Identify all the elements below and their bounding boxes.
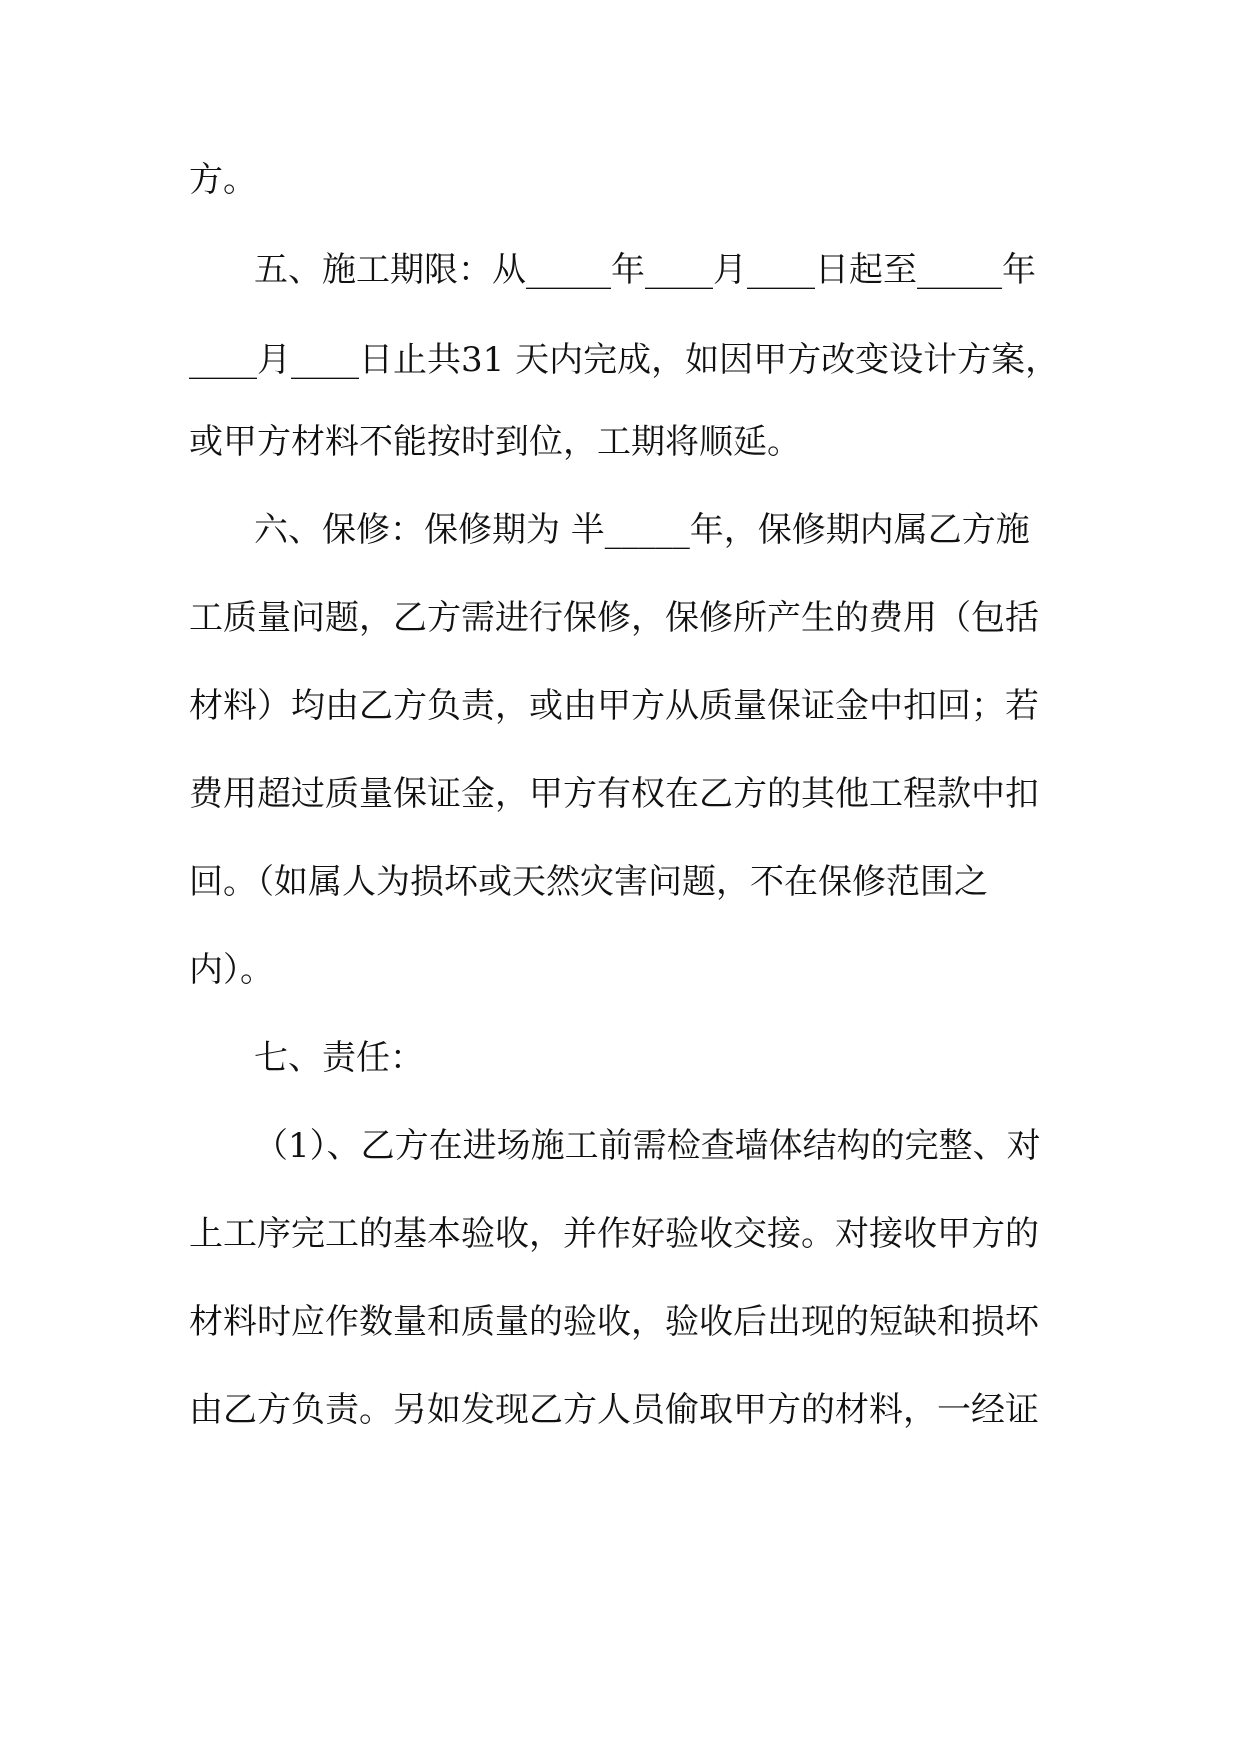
text-line: 材料时应作数量和质量的验收，验收后出现的短缺和损坏 <box>189 1302 1039 1342</box>
text-line: 材料）均由乙方负责，或由甲方从质量保证金中扣回；若 <box>189 686 1039 726</box>
text-line: 工质量问题，乙方需进行保修，保修所产生的费用（包括 <box>189 598 1039 638</box>
text-line: 内）。 <box>189 950 274 990</box>
text-line: 方。 <box>189 160 257 200</box>
section-6-heading-line: 六、保修：保修期为 半_____年，保修期内属乙方施 <box>254 510 1030 550</box>
text-line: 上工序完工的基本验收，并作好验收交接。对接收甲方的 <box>189 1214 1039 1254</box>
text-line: 回。（如属人为损坏或天然灾害问题，不在保修范围之 <box>189 862 988 902</box>
text-line: 费用超过质量保证金，甲方有权在乙方的其他工程款中扣 <box>189 774 1039 814</box>
text-line: ____月____日止共31 天内完成，如因甲方改变设计方案， <box>189 340 1060 380</box>
section-7-heading-line: 七、责任： <box>254 1038 424 1078</box>
text-line: （1）、乙方在进场施工前需检查墙体结构的完整、对 <box>254 1126 1041 1166</box>
text-line: 或甲方材料不能按时到位，工期将顺延。 <box>189 422 801 462</box>
text-line: 由乙方负责。另如发现乙方人员偷取甲方的材料，一经证 <box>189 1390 1039 1430</box>
section-5-heading-line: 五、施工期限：从_____年____月____日起至_____年 <box>254 250 1036 290</box>
